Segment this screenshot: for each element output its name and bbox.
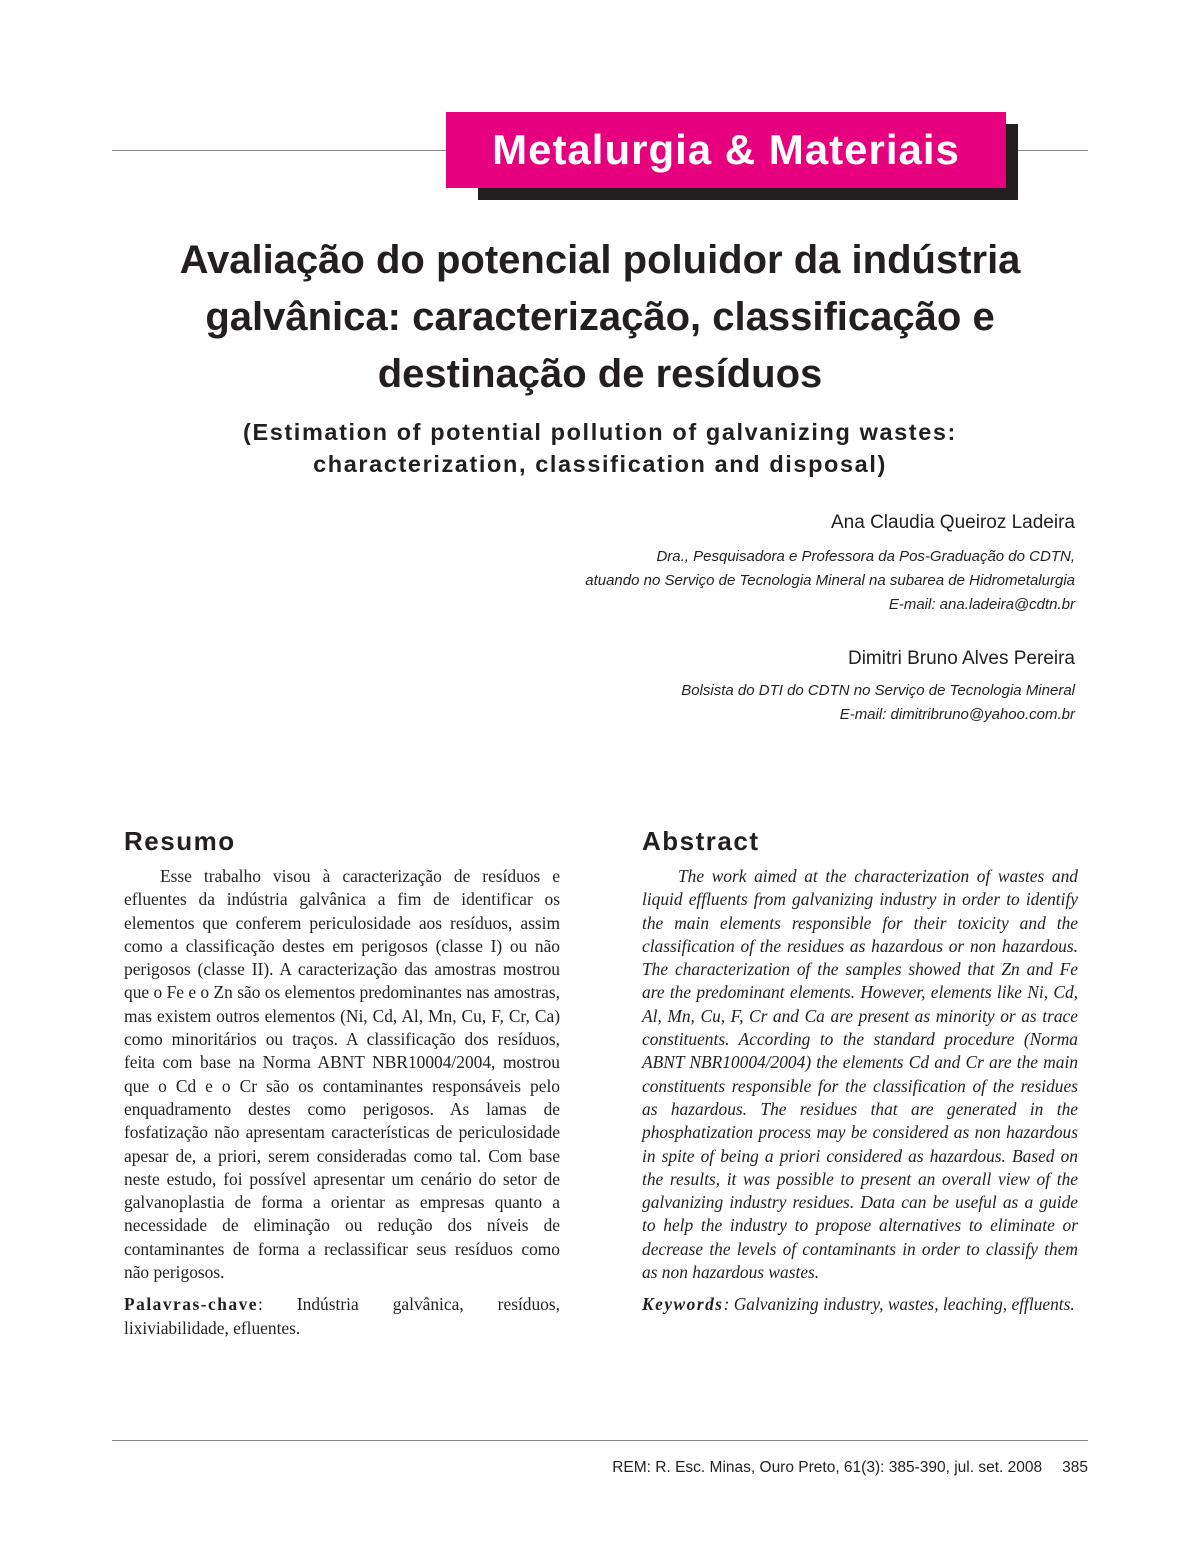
author-email: E-mail: dimitribruno@yahoo.com.br: [839, 706, 1075, 723]
resumo-section: [124, 826, 560, 1340]
header-rule-right: [1010, 150, 1088, 151]
author-affiliation-2: [681, 679, 1075, 727]
keywords-label: Palavras-chave: [124, 1294, 259, 1315]
abstract-text: The work aimed at the characterization of wastes and liquid effluents from galvanizing industry in order to identify the main elements responsible for their toxicity and the classification of the residues as hazardous or non hazardous. The characterization of the samples showed that Zn and Fe are the predominant elements. However, elements like Ni, Cd, Al, Mn, Cu, F, Cr and Ca are present as minority or as trace constituents. According to the standard procedure (Norma ABNT NBR10004/2004) the elements Cd and Cr are the main constituents responsible for the classification of the residues as hazardous. The residues that are generated in the phosphatization process may be considered as non hazardous in spite of being a priori considered as hazardous. Based on the results, it was possible to present an overall view of the galvanizing industry residues. Data can be useful as a guide to help the industry to propose alternatives to eliminate or decrease the levels of contaminants in order to classify them as non hazardous wastes.: [642, 866, 1078, 1283]
author-name-1: Ana Claudia Queiroz Ladeira: [831, 512, 1075, 533]
resumo-keywords: [124, 1293, 560, 1340]
article-title: [100, 232, 1100, 403]
resumo-heading: Resumo: [124, 826, 236, 856]
section-banner: Metalurgia & Materiais: [446, 112, 1006, 188]
footer-rule: [112, 1440, 1088, 1441]
page-footer: [612, 1459, 1088, 1477]
journal-citation: REM: R. Esc. Minas, Ouro Preto, 61(3): 385-390, jul. set. 2008: [612, 1459, 1043, 1476]
article-subtitle: [100, 416, 1100, 480]
keywords-text: : Galvanizing industry, wastes, leaching, effluents.: [723, 1294, 1075, 1315]
title-line: Avaliação do potencial poluidor da indústria: [179, 238, 1021, 282]
header-rule-left: [112, 150, 450, 151]
page-number: 385: [1062, 1459, 1088, 1476]
author-name-2: Dimitri Bruno Alves Pereira: [847, 648, 1075, 669]
abstract-heading: Abstract: [642, 826, 760, 856]
keywords-label: Keywords: [642, 1294, 724, 1315]
resumo-text: Esse trabalho visou à caracterização de resíduos e efluentes da indústria galvânica a fim de identificar os elementos que conferem periculosidade aos resíduos, assim como a classificação destes em perigosos (classe I) ou não perigosos (classe II). A caracterização das amostras mostrou que o Fe e o Zn são os elementos predominantes nas amostras, mas existem outros elementos (Ni, Cd, Al, Mn, Cu, F, Cr, Ca) como minoritários ou traços. A classificação dos resíduos, feita com base na Norma ABNT NBR10004/2004, mostrou que o Cd e o Cr são os contaminantes responsáveis pelo enquadramento destes como perigosos. As lamas de fosfatização não apresentam características de periculosidade apesar de, a priori, serem consideradas como tal. Com base neste estudo, foi possível apresentar um cenário do setor de galvanoplastia de forma a orientar as empresas quanto a necessidade de eliminação ou redução dos níveis de contaminantes de forma a reclassificar seus resíduos como não perigosos.: [124, 866, 560, 1283]
title-line: galvânica: caracterização, classificação e: [205, 295, 995, 339]
author-affiliation-1: [585, 545, 1075, 617]
abstract-keywords: [642, 1293, 1078, 1316]
keywords-text: : Indústria galvânica, resíduos, lixiviabilidade, efluentes.: [124, 1294, 560, 1338]
affiliation-line: Bolsista do DTI do CDTN no Serviço de Tecnologia Mineral: [681, 682, 1075, 699]
subtitle-line: (Estimation of potential pollution of galvanizing wastes:: [243, 419, 957, 445]
author-email: E-mail: ana.ladeira@cdtn.br: [888, 596, 1075, 613]
affiliation-line: Dra., Pesquisadora e Professora da Pos-Graduação do CDTN,: [656, 548, 1075, 565]
abstract-section: [642, 826, 1078, 1317]
affiliation-line: atuando no Serviço de Tecnologia Mineral na subarea de Hidrometalurgia: [585, 572, 1075, 589]
subtitle-line: characterization, classification and disposal): [313, 451, 887, 477]
title-line: destinação de resíduos: [377, 352, 823, 396]
